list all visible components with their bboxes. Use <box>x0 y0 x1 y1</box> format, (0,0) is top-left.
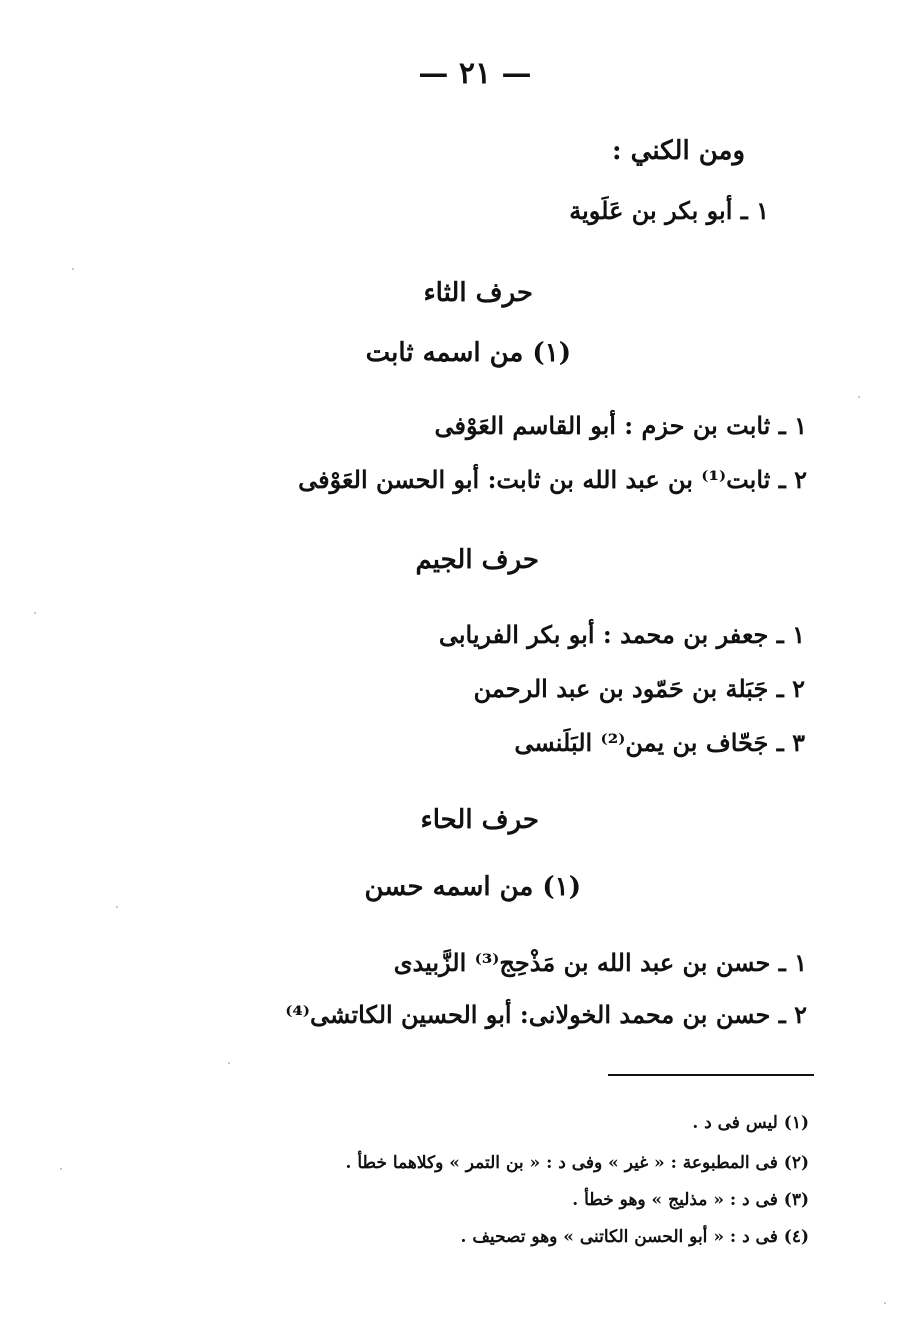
footnote-separator <box>608 1074 814 1076</box>
entry-kuna-1: ١ ـ أبو بكر بن عَلَوية <box>569 196 769 225</box>
footnote-1: (١) ليس فى د . <box>692 1113 809 1133</box>
scan-speck <box>72 268 74 270</box>
section-title-jim: حرف الجيم <box>415 545 539 575</box>
entry-jim-2: ٢ ـ جَبَلة بن حَمّود بن عبد الرحمن <box>473 674 805 703</box>
page-number: — ٢١ — <box>418 56 532 91</box>
scan-speck <box>34 612 36 614</box>
entry-jim-3: ٣ ـ جَحّاف بن يمن⁽²⁾ البَلَنسى <box>514 728 805 757</box>
section-title-tha: حرف الثاء <box>423 278 533 308</box>
entry-jim-1: ١ ـ جعفر بن محمد : أبو بكر الفريابى <box>438 620 805 649</box>
footnote-3: (٣) فى د : « مذليج » وهو خطأ . <box>572 1190 809 1210</box>
footnote-2: (٢) فى المطبوعة : « غير » وفى د : « بن التمر » وكلاهما خطأ . <box>345 1153 809 1173</box>
scan-speck <box>116 906 118 908</box>
scan-speck <box>228 1062 230 1064</box>
section-title-kuna: ومن الكني : <box>612 136 745 166</box>
footnote-4: (٤) فى د : « أبو الحسن الكاتنى » وهو تصحيف . <box>460 1227 809 1247</box>
entry-ha-2: ٢ ـ حسن بن محمد الخولانى: أبو الحسين الكاتشى⁽⁴⁾ <box>285 1000 807 1029</box>
section-title-ha: حرف الحاء <box>420 805 539 835</box>
scan-speck <box>60 1168 62 1170</box>
entry-ha-1: ١ ـ حسن بن عبد الله بن مَذْحِج⁽³⁾ الزَّبيدى <box>393 948 807 977</box>
scan-speck <box>884 1302 886 1304</box>
entry-tha-1: ١ ـ ثابت بن حزم : أبو القاسم العَوْفى <box>434 411 807 440</box>
subheading-hasan: (١) من اسمه حسن <box>364 872 581 902</box>
entry-tha-2: ٢ ـ ثابت⁽¹⁾ بن عبد الله بن ثابت: أبو الحسن العَوْفى <box>298 465 807 494</box>
scan-speck <box>858 396 860 398</box>
subheading-thabit: (١) من اسمه ثابت <box>365 338 571 368</box>
